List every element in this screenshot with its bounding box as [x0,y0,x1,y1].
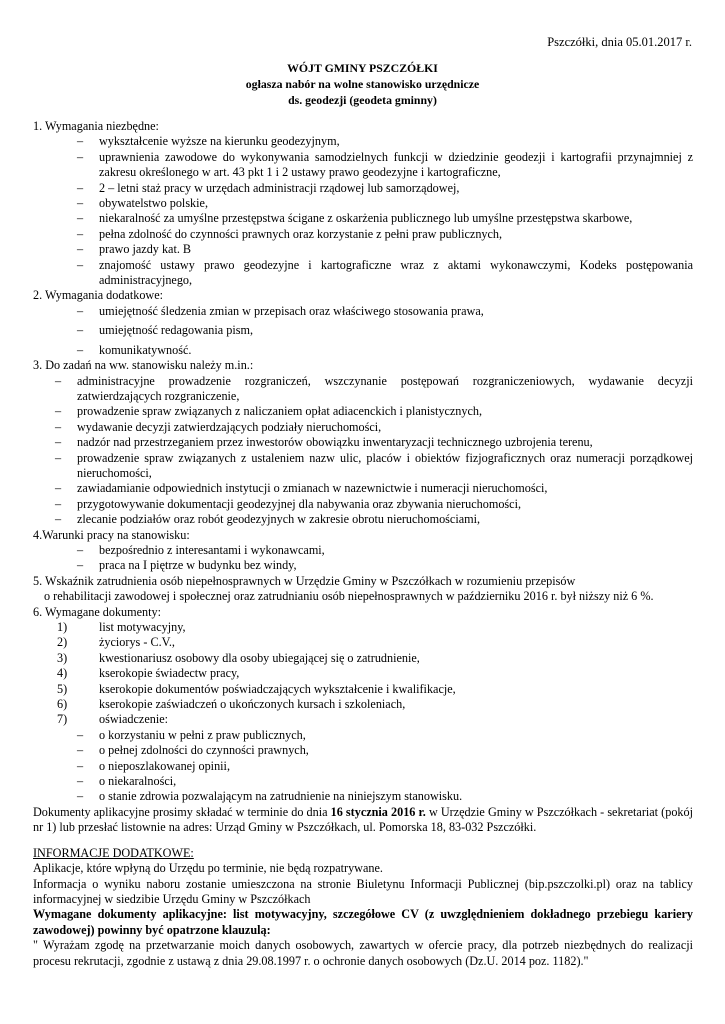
section-required-heading: 1. Wymagania niezbędne: [33,119,159,133]
dash-bullet: – [77,774,84,789]
statement-item: – o stanie zdrowia pozwalającym na zatrudnienie na niniejszym stanowisku. [77,789,463,804]
list-item: – prawo jazdy kat. B [77,242,192,257]
dash-bullet: – [55,404,62,419]
list-item: – 2 – letni staż pracy w urzędach administracji rządowej lub samorządowej, [77,180,460,195]
dash-bullet: – [77,558,84,573]
dash-bullet: – [55,373,62,388]
list-item: – przygotowywanie dokumentacji geodezyjnej dla nabywania oraz zbywania nieruchomości, [55,496,522,511]
document-body [33,119,693,969]
document-date: Pszczółki, dnia 05.01.2017 r. [547,35,692,49]
dash-bullet: – [77,242,84,257]
dash-bullet: – [55,435,62,450]
dash-bullet: – [77,789,84,804]
list-item: – pełna zdolność do czynności prawnych oraz korzystanie z pełni praw publicznych, [77,226,503,241]
list-item: – uprawnienia zawodowe do wykonywania samodzielnych funkcji w dziedzinie geodezji i kartografii przynajmniej z zakresu określonego w art. 43 pkt 1 i 2 ustawy prawo geodezyjne i kartograficzne, [77,149,693,180]
list-item: – nadzór nad przestrzeganiem przez inwestorów obowiązku inwentaryzacji technicznego uzbrojenia terenu, [55,435,593,450]
dash-bullet: – [55,512,62,527]
announcement-subtitle: ogłasza nabór na wolne stanowisko urzędnicze [245,77,480,91]
list-item: – zlecanie podziałów oraz robót geodezyjnych w zakresie obrotu nieruchomościami, [55,512,481,527]
list-item: – bezpośrednio z interesantami i wykonawcami, [77,542,325,557]
document-item: 7) oświadczenie: [57,712,169,727]
document-item: 4) kserokopie świadectw pracy, [57,666,240,681]
section-disability-index: 5. Wskaźnik zatrudnienia osób niepełnosprawnych w Urzędzie Gminy w Pszczółkach w rozumieniu przepisów o rehabilitacji zawodowej i społecznej oraz zatrudnianiu osób niepełnosprawnych w październiku 2016 r. był niższy niż 6 %. [33,573,654,604]
statement-item: – o niekaralności, [77,774,177,789]
list-item: – komunikatywność. [77,342,192,357]
dash-bullet: – [77,149,84,164]
list-item: – prowadzenie spraw związanych z naliczaniem opłat adiacenckich i planistycznych, [55,404,483,419]
statement-item: – o pełnej zdolności do czynności prawnych, [77,743,309,758]
dash-bullet: – [77,743,84,758]
statement-item: – o nieposzlakowanej opinii, [77,758,230,773]
list-item: – znajomość ustawy prawo geodezyjne i kartograficzne wraz z aktami wykonawczymi, Kodeks postępowania administracyjnego, [77,257,693,288]
list-item: – prowadzenie spraw związanych z ustaleniem nazw ulic, placów i obiektów fizjograficznych oraz numeracji porządkowej nieruchomości, [55,450,693,480]
dash-bullet: – [55,481,62,496]
dash-bullet: – [77,180,84,195]
list-item: – wydawanie decyzji zatwierdzających podziały nieruchomości, [55,419,382,434]
document-item: 5) kserokopie dokumentów poświadczających wykształcenie i kwalifikacje, [57,681,456,696]
info-consent-clause: " Wyrażam zgodę na przetwarzanie moich danych osobowych, zawartych w ofercie pracy, dla potrzeb niezbędnych do realizacji procesu rekrutacji, zgodnie z ustawą z dnia 29.08.1997 r. o ochronie danych osobowych (Dz.U. 2014 poz. 1182)." [33,938,693,968]
dash-bullet: – [77,226,84,241]
dash-bullet: – [77,323,84,338]
dash-bullet: – [77,542,84,557]
section-conditions-heading: 4.Warunki pracy na stanowisku: [33,527,190,542]
list-item: – obywatelstwo polskie, [77,196,208,211]
list-item: – zawiadamianie odpowiednich instytucji o zmianach w nazewnictwie i numeracji nieruchomości, [55,481,548,496]
dash-bullet: – [77,303,84,318]
info-required-clause: Wymagane dokumenty aplikacyjne: list motywacyjny, szczegółowe CV (z uwzględnieniem dokładnego przebiegu kariery zawodowej) powinny być opatrzone klauzulą: [33,907,693,937]
document-item: 6) kserokopie zaświadczeń o ukończonych kursach i szkoleniach, [57,697,406,712]
list-item: – umiejętność śledzenia zmian w przepisach oraz właściwego stosowania prawa, [77,303,484,318]
dash-bullet: – [77,211,84,226]
info-late-applications: Aplikacje, które wpłyną do Urzędu po terminie, nie będą rozpatrywane. [33,861,383,876]
section-additional-heading: 2. Wymagania dodatkowe: [33,288,164,303]
document-item: 3) kwestionariusz osobowy dla osoby ubiegającej się o zatrudnienie, [57,650,420,665]
dash-bullet: – [55,419,62,434]
info-heading: INFORMACJE DODATKOWE: [33,845,194,860]
document-item: 1) list motywacyjny, [57,620,186,634]
position-name: ds. geodezji (geodeta gminny) [288,93,437,107]
document-item: 2) życiorys - C.V., [57,635,175,650]
list-item: – praca na I piętrze w budynku bez windy, [77,558,297,573]
list-item: – niekaralność za umyślne przestępstwa ścigane z oskarżenia publicznego lub umyślne przestępstwa skarbowe, [77,211,633,226]
dash-bullet: – [77,342,84,357]
list-item: – umiejętność redagowania pism, [77,323,253,338]
spacer [33,836,693,846]
deadline-date: 16 stycznia 2016 r. [330,804,426,819]
dash-bullet: – [77,134,84,149]
list-item: – administracyjne prowadzenie rozgraniczeń, wszczynanie postępowań rozgraniczeniowych, wydawanie decyzji zatwierdzających rozgraniczenie, [55,373,693,403]
section-documents-heading: 6. Wymagane dokumenty: [33,604,161,619]
list-item: – wykształcenie wyższe na kierunku geodezyjnym, [77,134,340,149]
deadline-paragraph: Dokumenty aplikacyjne prosimy składać w terminie do dnia 16 stycznia 2016 r. w Urzędzie Gminy w Pszczółkach - sekretariat (pokój nr 1) lub przesłać listownie na adres: Urząd Gminy w Pszczółkach, ul. Pomorska 18, 83-032 Pszczółki. [33,804,693,835]
dash-bullet: – [77,758,84,773]
section-duties-heading: 3. Do zadań na ww. stanowisku należy m.in.: [33,358,254,373]
dash-bullet: – [77,196,84,211]
info-results-publication: Informacja o wyniku naboru zostanie umieszczona na stronie Biuletynu Informacji Publicznej (bip.pszczolki.pl) oraz na tablicy informacyjnej w siedzibie Urzędu Gminy w Pszczółkach [33,876,693,906]
dash-bullet: – [55,450,62,465]
dash-bullet: – [77,257,84,272]
dash-bullet: – [55,496,62,511]
announcement-title: WÓJT GMINY PSZCZÓŁKI [287,61,438,75]
statement-item: – o korzystaniu w pełni z praw publicznych, [77,727,306,742]
dash-bullet: – [77,727,84,742]
